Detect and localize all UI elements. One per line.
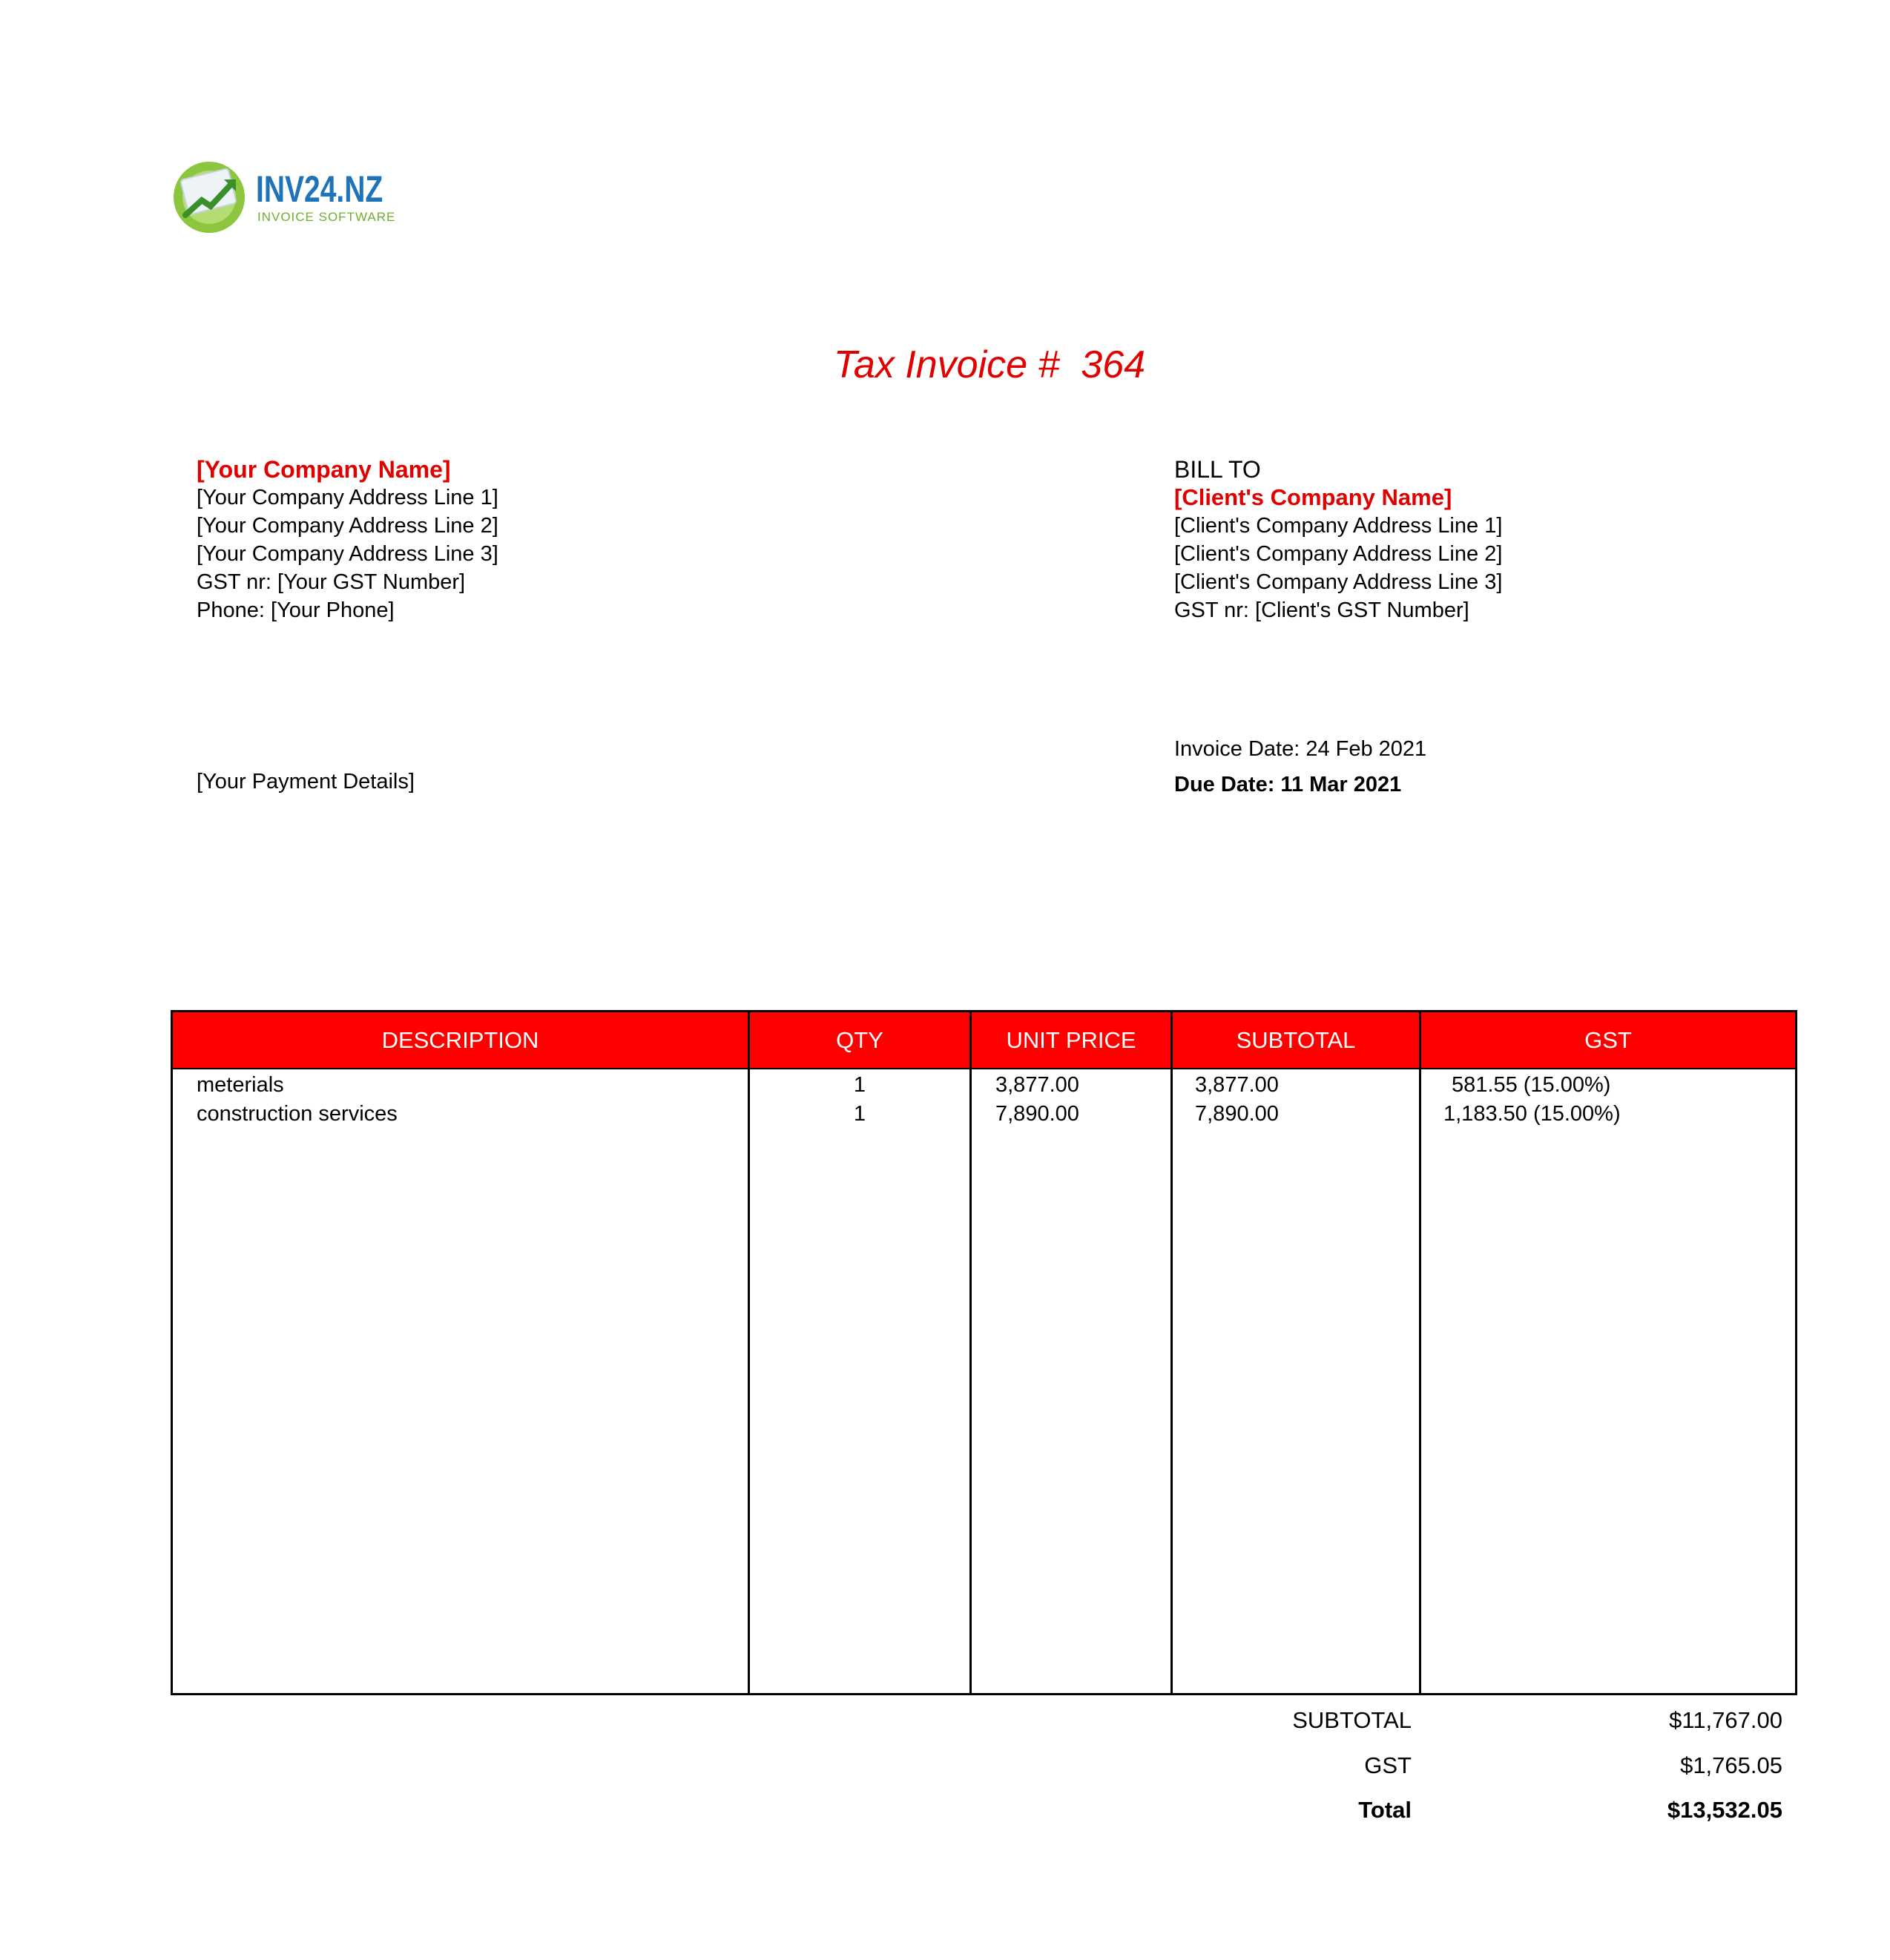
client-address-line-1: [Client's Company Address Line 1]: [1174, 514, 1503, 538]
client-gst: GST nr: [Client's GST Number]: [1174, 598, 1469, 622]
logo-tagline: INVOICE SOFTWARE: [257, 210, 396, 224]
header-gst: GST: [1584, 1027, 1632, 1053]
column-divider: [1170, 1012, 1173, 1693]
logo-name: INV24.NZ: [256, 168, 383, 210]
invoice-title: Tax Invoice # 364: [833, 343, 1146, 386]
seller-company-name: [Your Company Name]: [197, 456, 451, 483]
header-unit-price: UNIT PRICE: [1006, 1027, 1136, 1053]
row-1-subtotal: 3,877.00: [1195, 1073, 1279, 1097]
totals-subtotal-label: SUBTOTAL: [1292, 1707, 1412, 1733]
row-1-gst: 581.55 (15.00%): [1452, 1073, 1611, 1097]
client-address-line-2: [Client's Company Address Line 2]: [1174, 542, 1503, 566]
bill-to-heading: BILL TO: [1174, 456, 1261, 483]
row-2-gst: 1,183.50 (15.00%): [1443, 1102, 1621, 1126]
totals-total-value: $13,532.05: [1667, 1797, 1782, 1823]
header-subtotal: SUBTOTAL: [1236, 1027, 1356, 1053]
header-description: DESCRIPTION: [381, 1027, 539, 1053]
client-address-line-3: [Client's Company Address Line 3]: [1174, 570, 1503, 594]
bill-to-block: [1174, 455, 1502, 624]
row-2-description: construction services: [197, 1102, 398, 1126]
seller-address-line-1: [Your Company Address Line 1]: [197, 486, 498, 509]
seller-phone: Phone: [Your Phone]: [197, 598, 395, 622]
row-1-qty: 1: [853, 1073, 866, 1097]
line-items-table: [171, 1010, 1797, 1695]
seller-address-line-2: [Your Company Address Line 2]: [197, 514, 498, 538]
payment-details: [Your Payment Details]: [197, 770, 415, 793]
row-2-qty: 1: [853, 1102, 866, 1126]
header-qty: QTY: [836, 1027, 883, 1053]
table-header: [173, 1012, 1795, 1068]
dates-block: [1174, 731, 1426, 802]
row-1-unit-price: 3,877.00: [995, 1073, 1079, 1097]
column-divider: [969, 1012, 972, 1693]
seller-gst: GST nr: [Your GST Number]: [197, 570, 466, 594]
row-2-unit-price: 7,890.00: [995, 1102, 1079, 1126]
seller-block: [197, 455, 498, 624]
seller-address-line-3: [Your Company Address Line 3]: [197, 542, 498, 566]
row-1-description: meterials: [197, 1073, 284, 1097]
invoice-date: Invoice Date: 24 Feb 2021: [1174, 737, 1427, 761]
totals-gst-label: GST: [1364, 1752, 1412, 1778]
totals-gst-value: $1,765.05: [1680, 1752, 1782, 1778]
client-company-name: [Client's Company Name]: [1174, 484, 1452, 510]
header-divider: [173, 1068, 1795, 1069]
due-date: Due Date: 11 Mar 2021: [1174, 773, 1402, 796]
row-2-subtotal: 7,890.00: [1195, 1102, 1279, 1126]
column-divider: [1419, 1012, 1421, 1693]
totals-subtotal-value: $11,767.00: [1669, 1707, 1782, 1733]
totals-total-label: Total: [1358, 1797, 1412, 1823]
